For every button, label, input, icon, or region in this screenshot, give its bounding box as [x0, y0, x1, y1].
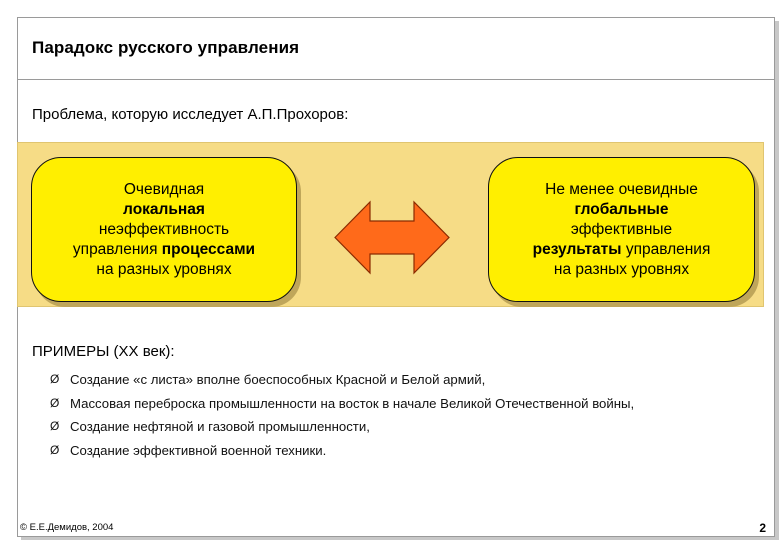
right-oval-line-4-bold: результаты — [532, 240, 622, 258]
examples-heading: ПРИМЕРЫ (ХХ век): — [32, 343, 175, 360]
left-oval-line-5: на разных уровнях — [96, 260, 232, 278]
right-oval-line-2: глобальные — [574, 200, 669, 218]
list-item — [50, 415, 634, 439]
bullet-arrow-icon: Ø — [50, 442, 60, 457]
problem-statement: Проблема, которую исследует А.П.Прохоров: — [32, 106, 349, 123]
footer-copyright: © Е.Е.Демидов, 2004 — [20, 522, 114, 533]
bullet-arrow-icon: Ø — [50, 372, 60, 386]
list-item-text: Создание эффективной военной техники. — [70, 442, 327, 458]
left-oval-line-4 — [73, 240, 255, 260]
list-item — [50, 392, 634, 416]
title-divider — [18, 79, 774, 80]
right-oval-line-5: на разных уровнях — [553, 260, 690, 278]
right-oval-global-results — [488, 157, 755, 302]
list-item-text: Создание «с листа» вполне боеспособных Красной и Белой армий, — [70, 372, 486, 387]
slide-title: Парадокс русского управления — [32, 38, 300, 57]
bullet-arrow-icon: Ø — [50, 419, 60, 433]
right-oval-line-4 — [533, 240, 711, 260]
examples-list — [50, 368, 634, 462]
list-item — [50, 368, 634, 392]
left-oval-local-inefficiency — [31, 157, 297, 302]
list-item-text: Массовая переброска промышленности на восток в начале Великой Отечественной войны, — [70, 395, 635, 411]
page-number: 2 — [759, 521, 766, 535]
list-item — [50, 439, 634, 463]
left-oval-line-4-pre: управления — [72, 240, 162, 258]
left-oval-line-2: локальная — [123, 200, 205, 218]
left-oval-line-1: Очевидная — [123, 180, 205, 198]
list-item-text: Создание нефтяной и газовой промышленности, — [70, 419, 370, 434]
right-oval-line-4-post: управления — [621, 240, 711, 258]
right-oval-line-3: эффективные — [570, 220, 673, 238]
left-oval-line-3: неэффективность — [98, 220, 230, 238]
double-arrow-icon — [333, 200, 451, 275]
left-oval-line-4-bold: процессами — [161, 240, 256, 258]
bullet-arrow-icon: Ø — [50, 395, 60, 410]
right-oval-line-1: Не менее очевидные — [545, 180, 698, 198]
